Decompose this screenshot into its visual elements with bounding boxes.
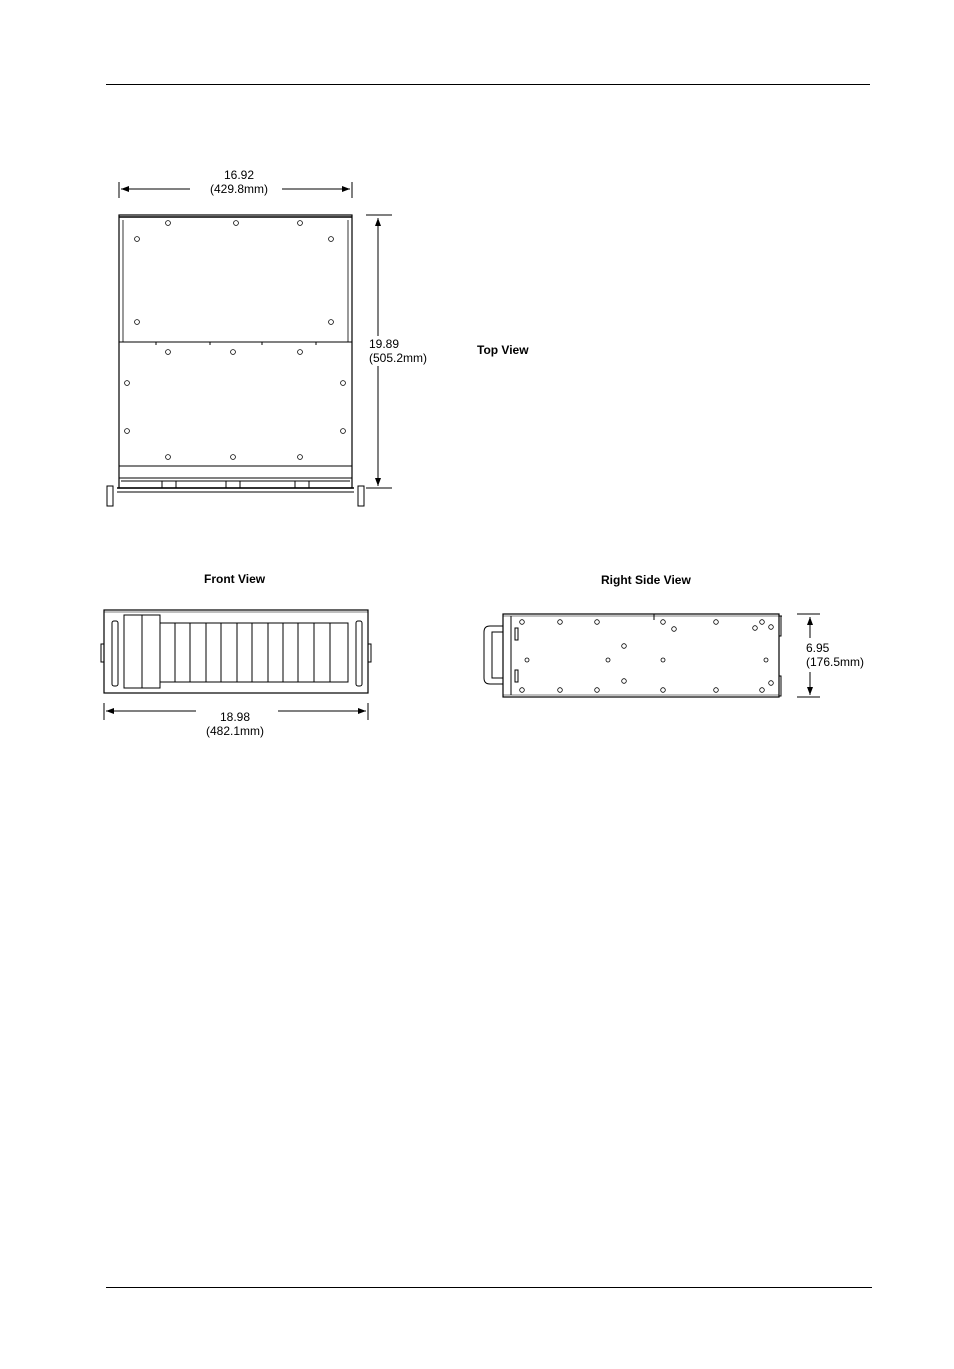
top-view-depth-in: 19.89 <box>369 337 400 351</box>
top-view-width-label <box>200 168 278 196</box>
front-view-width-mm: (482.1mm) <box>205 724 264 738</box>
top-view-drawing <box>107 182 392 506</box>
top-view-title: Top View <box>477 343 529 357</box>
side-view-title: Right Side View <box>601 573 691 587</box>
top-view-width-in: 16.92 <box>223 168 255 182</box>
side-view-height-mm: (176.5mm) <box>806 655 865 669</box>
front-view-width-in: 18.98 <box>219 710 251 724</box>
top-view-screws <box>125 221 346 460</box>
front-view-width-label <box>194 710 276 738</box>
side-view-height-in: 6.95 <box>806 641 830 655</box>
top-view-width-mm: (429.8mm) <box>209 182 268 196</box>
side-view-height-label <box>806 641 886 669</box>
front-view-drawing <box>101 610 371 720</box>
side-view-screws <box>520 620 774 693</box>
top-view-depth-label <box>369 337 449 365</box>
front-view-title: Front View <box>204 572 266 586</box>
top-view-depth-mm: (505.2mm) <box>369 351 428 365</box>
